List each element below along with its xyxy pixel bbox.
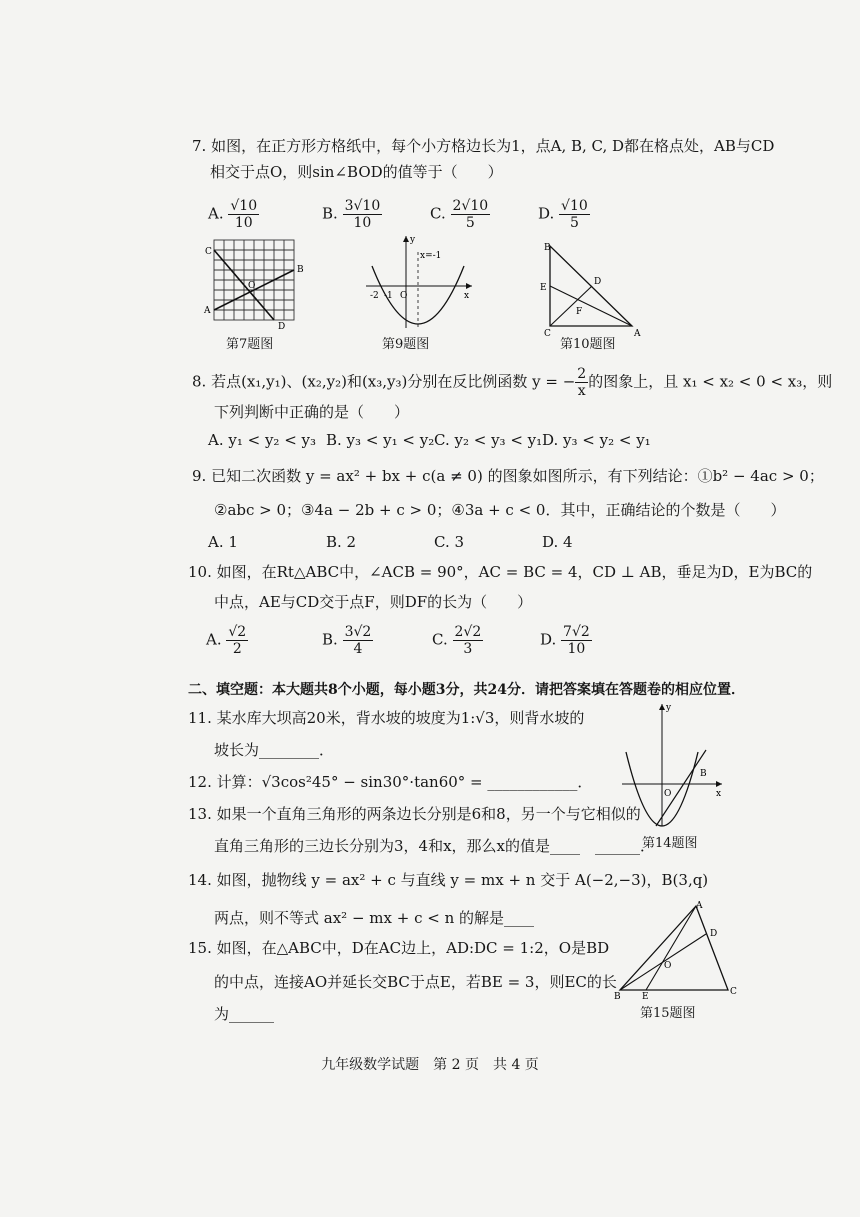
triangle-abc [620,906,728,990]
q13-line2: 直角三角形的三边长分别为3，4和x，那么x的值是____ ______． [214,837,656,855]
figure-10-caption: 第10题图 [560,337,616,352]
x-axis-arrow-icon [716,781,722,787]
figure-10-triangle [536,240,646,340]
point-c-label: C [205,247,212,257]
q7-option-d: D. $\frac{√10}{5}$ [538,198,588,231]
point-e-label: E [540,283,547,293]
q10-option-b: B. $\frac{3√2}{4}$ [322,624,372,657]
point-d-label: D [594,277,602,287]
section-2-heading: 二、填空题：本大题共8个小题，每小题3分，共24分．请把答案填在答题卷的相应位置． [188,682,745,698]
q9-option-d: D. 4 [542,533,573,551]
tick-minus-1: -1 [384,291,393,301]
y-label: y [666,703,672,713]
q9-line2: ②abc > 0；③4a − 2b + c > 0；④3a + c < 0．其中，正确结论的个数是（ ） [214,501,786,519]
point-e-label: E [642,992,649,1002]
q14-line1: 14. 如图，抛物线 y = ax² + c 与直线 y = mx + n 交于 A(−2,−3)，B(3,q) [188,871,709,889]
q11-line2: 坡长为________． [214,741,335,759]
figure-9-caption: 第9题图 [382,337,430,352]
q14-line2: 两点，则不等式 ax² − mx + c < n 的解是____ [214,909,535,927]
figure-15-caption: 第15题图 [640,1006,696,1021]
point-b-label: B [614,992,621,1002]
y-label: y [410,235,416,245]
q8-line2: 下列判断中正确的是（ ） [214,403,410,421]
q10-line1: 10. 如图，在Rt△ABC中，∠ACB = 90°，AC = BC = 4，CD ⊥ AB，垂足为D，E为BC的 [188,563,813,581]
point-f-label: F [576,307,583,317]
segment-cd [550,286,592,326]
point-c-label: C [544,329,551,339]
y-axis-arrow-icon [403,236,409,242]
figure-14-caption: 第14题图 [642,836,698,851]
line-graph [656,750,706,826]
point-d-label: D [710,929,718,939]
grid-lines [214,240,294,320]
point-a-label: A [204,306,211,316]
q7-option-c: C. $\frac{2√10}{5}$ [430,198,489,231]
q15-line2: 的中点，连接AO并延长交BC于点E，若BE = 3，则EC的长 [214,973,617,991]
point-b-label: B [297,265,304,275]
symmetry-axis-label: x=-1 [420,251,442,261]
q9-line1: 9. 已知二次函数 y = ax² + bx + c(a ≠ 0) 的图象如图所示，有下列结论：①b² − 4ac > 0； [192,467,824,485]
point-b-label: B [544,243,551,253]
q8-line1: 8. 若点(x₁,y₁)、(x₂,y₂)和(x₃,y₃)分别在反比例函数 y = − $\frac{2}{x}$ 的图象上，且 x₁ < x₂ < 0 < x₃，则 [192,366,833,399]
x-label: x [464,291,470,301]
q9-option-c: C. 3 [434,533,465,551]
point-b-label: B [700,769,707,779]
x-axis-arrow-icon [466,283,472,289]
segment-ae [550,286,632,326]
point-o-label: O [664,961,672,971]
figure-15-triangle [612,898,742,1002]
q7-line1: 7. 如图，在正方形方格纸中，每个小方格边长为1，点A, B, C, D都在格点处，AB与CD [192,137,775,155]
point-c-label: C [730,987,737,997]
origin-label: O [400,291,408,301]
origin-label: O [664,789,672,799]
q15-line1: 15. 如图，在△ABC中，D在AC边上，AD:DC = 1:2，O是BD [188,939,610,957]
point-a-label: A [696,901,703,911]
q8-option-a: A. y₁ < y₂ < y₃ [208,431,317,449]
q8-option-d: D. y₃ < y₂ < y₁ [542,431,651,449]
q9-option-b: B. 2 [326,533,357,551]
q10-option-a: A. $\frac{√2}{2}$ [206,624,247,657]
point-o-label: O [248,281,256,291]
y-axis-arrow-icon [659,704,665,710]
q7-line2: 相交于点O，则sin∠BOD的值等于（ ） [210,163,503,181]
q8-option-c: C. y₂ < y₃ < y₁ [434,431,543,449]
figure-7-caption: 第7题图 [226,337,274,352]
point-a-label: A [634,329,641,339]
q10-option-d: D. $\frac{7√2}{10}$ [540,624,590,657]
page-footer: 九年级数学试题 第 2 页 共 4 页 [321,1057,539,1073]
x-label: x [716,789,722,799]
q15-line3: 为______ [214,1005,275,1023]
tick-minus-2: -2 [370,291,379,301]
q8-option-b: B. y₃ < y₁ < y₂ [326,431,435,449]
q9-option-a: A. 1 [208,533,238,551]
q11-line1: 11. 某水库大坝高20米，背水坡的坡度为1:√3，则背水坡的 [188,709,585,727]
q7-option-b: B. $\frac{3√10}{10}$ [322,198,381,231]
q7-option-a: A. $\frac{√10}{10}$ [208,198,258,231]
figure-9-parabola [360,232,480,332]
segment-ae [646,906,696,990]
q12-line1: 12. 计算：√3cos²45° − sin30°·tan60° = ____________． [188,773,593,791]
q10-line2: 中点，AE与CD交于点F，则DF的长为（ ） [214,593,533,611]
figure-7-grid [200,236,310,336]
q13-line1: 13. 如果一个直角三角形的两条边长分别是6和8，另一个与它相似的 [188,805,641,823]
point-d-label: D [278,322,286,332]
q10-option-c: C. $\frac{2√2}{3}$ [432,624,482,657]
